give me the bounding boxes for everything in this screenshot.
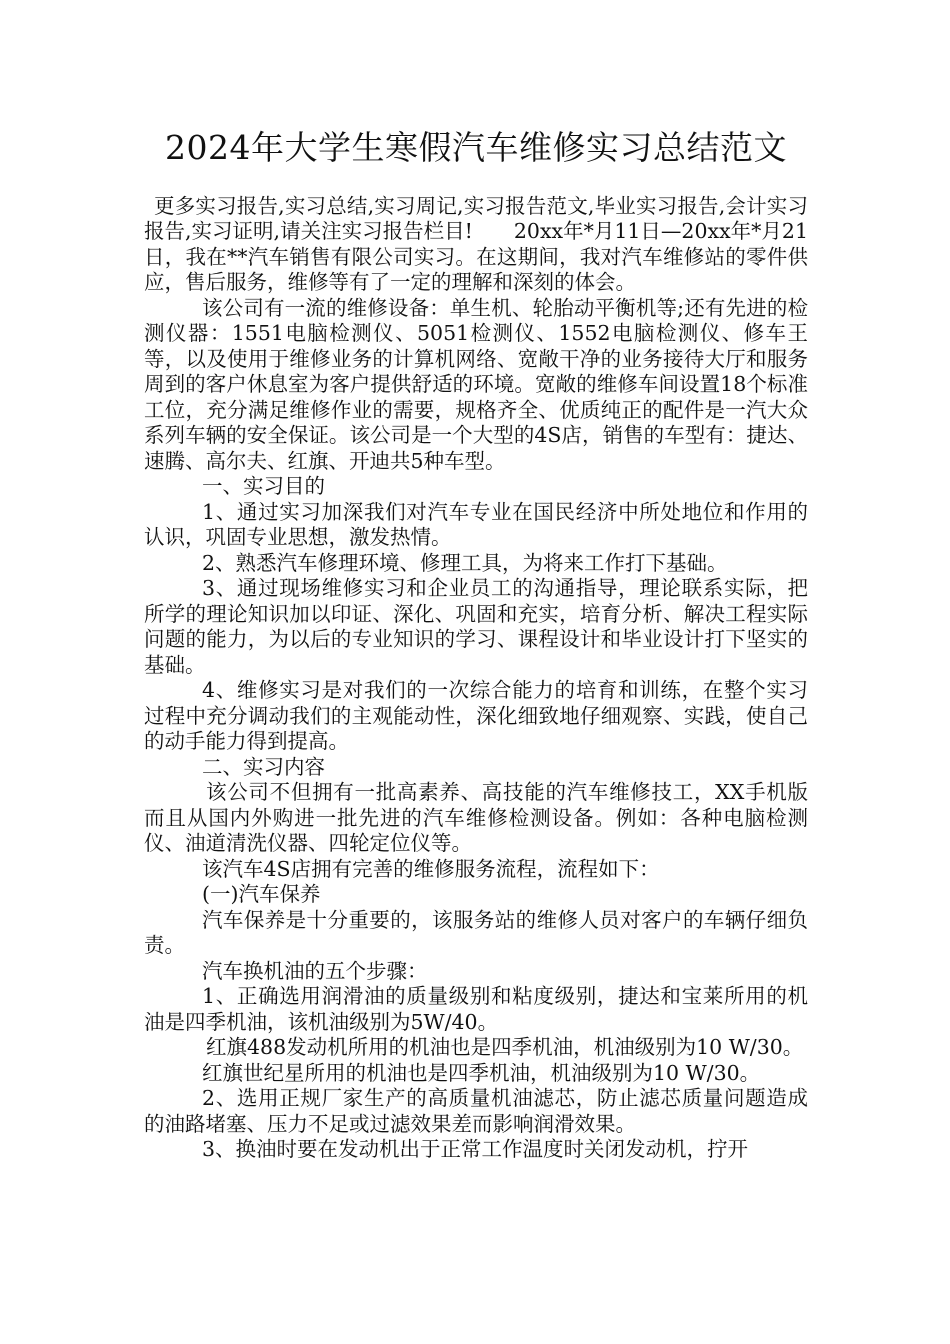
section-heading: 二、实习内容 [202,754,325,779]
paragraph: 红旗世纪星所用的机油也是四季机油，机油级别为10 W/30。 [202,1060,761,1085]
paragraph: 3、通过现场维修实习和企业员工的沟通指导，理论联系实际，把所学的理论知识加以印证、深化、巩固和充实，培育分析、解决工程实际问题的能力，为以后的专业知识的学习、课程设计和毕业设计打下坚实的基础。 [144,576,808,677]
paragraph: 1、通过实习加深我们对汽车专业在国民经济中所处地位和作用的认识，巩固专业思想，激发热情。 [144,499,808,550]
paragraph: 红旗488发动机所用的机油也是四季机油，机油级别为10 W/30。 [206,1035,804,1060]
document-body [144,194,808,1163]
paragraph: 1、正确选用润滑油的质量级别和粘度级别，捷达和宝莱所用的机油是四季机油，该机油级别为5W/40。 [144,984,808,1034]
paragraph: 2、熟悉汽车修理环境、修理工具，为将来工作打下基础。 [202,550,728,575]
paragraph: 4、维修实习是对我们的一次综合能力的培育和训练，在整个实习过程中充分调动我们的主观能动性，深化细致地仔细观察、实践，使自己的动手能力得到提高。 [144,678,808,754]
document-title: 2024年大学生寒假汽车维修实习总结范文 [165,128,787,167]
paragraph: 汽车保养是十分重要的，该服务站的维修人员对客户的车辆仔细负责。 [144,907,808,958]
paragraph: 3、换油时要在发动机出于正常工作温度时关闭发动机，拧开 [202,1137,749,1162]
section-heading: 一、实习目的 [202,474,325,499]
paragraph: 该公司有一流的维修设备：单生机、轮胎动平衡机等;还有先进的检测仪器：1551电脑检测仪、5051检测仪、1552电脑检测仪、修车王等，以及使用于维修业务的计算机网络、宽敞干净的业务接待大厅和服务周到的客户休息室为客户提供舒适的环境。宽敞的维修车间设置18个标准工位，充分满足维修作业的需要，规格齐全、优质纯正的配件是一汽大众系列车辆的安全保证。该公司是一个大型的4S店，销售的车型有：捷达、速腾、高尔夫、红旗、开迪共5种车型。 [144,295,808,473]
paragraph: 汽车换机油的五个步骤： [202,958,428,983]
paragraph: 2、选用正规厂家生产的高质量机油滤芯，防止滤芯质量问题造成的油路堵塞、压力不足或过滤效果差而影响润滑效果。 [144,1086,808,1136]
paragraph: 更多实习报告,实习总结,实习周记,实习报告范文,毕业实习报告,会计实习报告,实习证明,请关注实习报告栏目! 20xx年*月11日—20xx年*月21日，我在**汽车销售有限公司实习。在这期间，我对汽车维修站的零件供应，售后服务，维修等有了一定的理解和深刻的体会。 [144,193,808,295]
subsection-heading: (一)汽车保养 [202,882,321,907]
paragraph: 该公司不但拥有一批高素养、高技能的汽车维修技工，XX手机版而且从国内外购进一批先进的汽车维修检测设备。例如：各种电脑检测仪、油道清洗仪器、四轮定位仪等。 [144,780,808,856]
paragraph: 该汽车4S店拥有完善的维修服务流程，流程如下： [202,856,660,881]
